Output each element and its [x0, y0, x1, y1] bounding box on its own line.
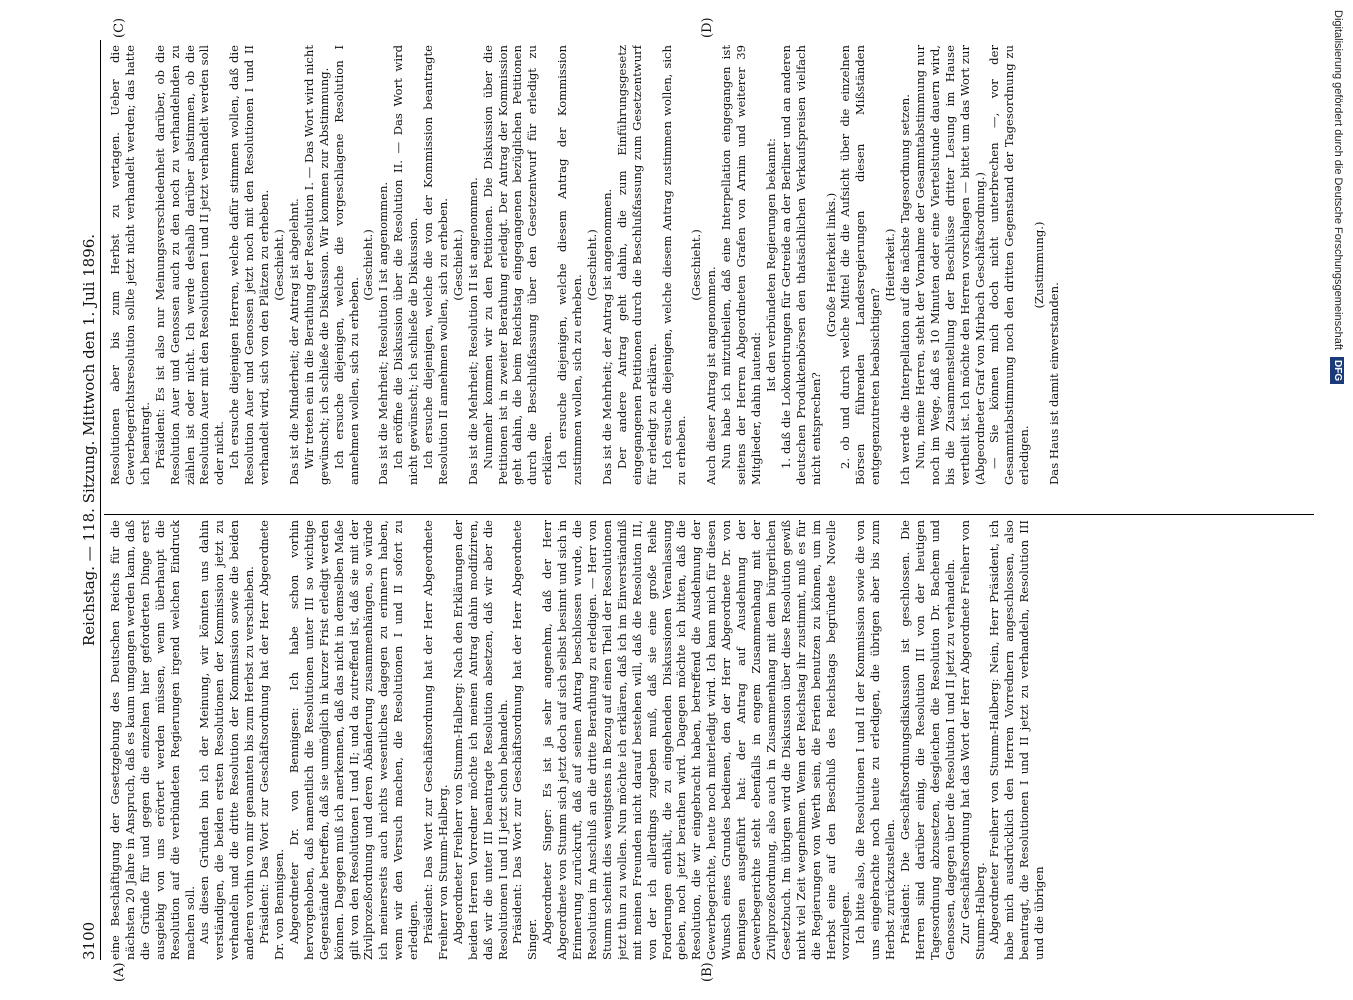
paragraph: Abgeordneter Freiherr von Stumm-Halberg: Nach den Erklärungen der beiden Herren Vorredner möchte ich meinen Antrag dahin modifiziren, daß wir die unter III beantragte Resolution absetzen, daß wir aber die Resolutionen I und II jetzt schon behandeln.: [450, 520, 510, 960]
paragraph: Ich ersuche diejenigen Herren, welche dafür stimmen wollen, daß die Resolution Auer und Genossen jetzt noch mit den Resolutionen I und II verhandelt wird, sich von den Plätzen zu erheben.: [227, 45, 272, 485]
margin-marker-b: (B): [700, 962, 715, 982]
paragraph: Aus diesen Gründen bin ich der Meinung, wir könnten uns dahin verständigen, die beiden ersten Resolutionen der Kommission jetzt zu verhandeln und die dritte Resolution der Kommission sowie die beiden anderen vorhin von mir genannten bis zum Herbst zu verschieben.: [197, 520, 257, 960]
paragraph: Ich ersuche diejenigen, welche diesem Antrag der Kommission zustimmen wollen, sich zu erheben.: [555, 45, 585, 485]
left-column: [108, 520, 1308, 960]
stage-direction: (Heiterkeit.): [883, 228, 898, 302]
stage-direction: (Zustimmung.): [1032, 221, 1047, 309]
paragraph: Nun, meine Herren, steht der Vornahme der Gesammtabstimmung nur noch im Wege, daß es 10 Minuten oder eine Viertelstunde dauern wird, bis die Zusammenstellung der Beschlüsse dritter Lesung im Hause vertheilt ist. Ich möchte den Herren vorschlagen — bittet um das Wort zur (Abgeordneter Graf von Mirbach Geschäftsordnung.): [912, 45, 987, 485]
paragraph: Das ist die Mehrheit; Resolution II ist angenommen.: [465, 177, 480, 485]
stage-direction: (Große Heiterkeit links.): [823, 192, 838, 338]
running-title: Reichstag. — 118. Sitzung. Mittwoch den 1. Juli 1896.: [80, 233, 98, 647]
page-header: [80, 40, 100, 960]
right-column: [108, 45, 1308, 485]
paragraph: Das ist die Mehrheit; Resolution I ist angenommen.: [376, 181, 391, 485]
paragraph: — Sie können mich doch nicht unterbrechen —, vor der Gesammtabstimmung noch den dritten Gegenstand der Tagesordnung zu erledigen.: [987, 45, 1032, 485]
paragraph: Zur Geschäftsordnung hat das Wort der Herr Abgeordnete Freiherr von Stumm-Halberg.: [957, 520, 987, 960]
column-divider: [104, 514, 1314, 515]
paragraph: Nunmehr kommen wir zu den Petitionen. Die Diskussion über die Petitionen ist in zweiter Berathung erledigt. Der Antrag der Kommission geht dahin, die beim Reichstag eingegangenen bezüglichen Petitionen durch die Beschlußfassung über den Gesetzentwurf für erledigt zu erklären.: [480, 45, 555, 485]
dfg-logo: DFG: [1330, 357, 1344, 384]
stage-direction: (Geschieht.): [271, 229, 286, 301]
header-rule: [100, 40, 101, 960]
paragraph: Präsident: Das Wort zur Geschäftsordnung hat der Herr Abgeordnete Freiherr von Stumm-Halberg.: [421, 520, 450, 960]
page-number: 3100: [80, 921, 98, 960]
paragraph: Ich bitte also, die Resolutionen I und II der Kommission sowie die von uns eingebrachte noch heute zu erledigen, die übrigen aber bis zum Herbst zurückzustellen.: [853, 520, 898, 960]
list-item: 1. daß die Lokonotirungen für Getreide an der Berliner und an anderen deutschen Produktenbörsen den thatsächlichen Verkaufspreisen vielfach nicht entsprechen?: [778, 45, 823, 485]
paragraph: Wir treten ein in die Berathung der Resolution I. — Das Wort wird nicht gewünscht; ich schließe die Diskussion. Wir kommen zur Abstimmung.: [301, 45, 331, 485]
paragraph: Das Haus ist damit einverstanden.: [1047, 282, 1062, 485]
margin-marker-d: (D): [700, 17, 715, 38]
stage-direction: (Geschieht.): [689, 229, 704, 301]
paragraph: Präsident: Die Geschäftsordnungsdiskussion ist geschlossen. Die Herren sind darüber einig, die Resolution III von der heutigen Tagesordnung abzusetzen, desgleichen die Resolution Dr. Bachem und Genossen, dagegen über die Resolution I und II jetzt zu verhandeln.: [898, 520, 957, 960]
paragraph: Nun habe ich mitzutheilen, daß eine Interpellation eingegangen ist seitens der Herren Abgeordneten Grafen von Arnim und weiterer 39 Mitglieder, dahin lautend:: [719, 45, 763, 485]
digitization-credit: [1327, 10, 1349, 990]
paragraph: Das ist die Mehrheit; der Antrag ist angenommen.: [599, 188, 614, 485]
paragraph: Auch dieser Antrag ist angenommen.: [704, 266, 719, 485]
paragraph: Der andere Antrag geht dahin, die zum Einführungsgesetz eingegangenen Petitionen durch die Beschlußfassung zum Gesetzentwurf für erledigt zu erklären.: [614, 45, 659, 485]
paragraph: Präsident: Das Wort zur Geschäftsordnung hat der Herr Abgeordnete Dr. von Bennigsen.: [257, 520, 286, 960]
paragraph: Abgeordneter Singer: Es ist ja sehr angenehm, daß der Herr Abgeordnete von Stumm sich jetzt doch auf sich selbst besinnt und sich in Erinnerung zurückruft, daß auf seinen Antrag beschlossen wurde, die Resolution im Anschluß an die dritte Berathung zu erledigen. — Herr von Stumm scheint dies wenigstens in Bezug auf einen Theil der Resolutionen jetzt thun zu wollen. Nun möchte ich erklären, daß ich im Einverständniß mit meinen Freunden nicht darauf bestehen will, daß die Resolution III, von der ich allerdings zugeben muß, daß sie eine große Reihe Forderungen enthält, die zu eingehenden Diskussionen Veranlassung geben, noch jetzt berathen wird. Dagegen möchte ich bitten, daß die Resolution, die wir eingebracht haben, betreffend die Ausdehnung der Gewerbegerichte, heute noch miterledigt wird. Ich kann mich für diesen Wunsch eines Grundes bedienen, den der Herr Abgeordnete Dr. von Bennigsen ausgeführt hat: der Antrag auf Ausdehnung der Gewerbegerichte steht ebenfalls in engem Zusammenhang mit der Zivilprozeßordnung, also auch in Zusammenhang mit dem bürgerlichen Gesetzbuch. Im übrigen wird die Diskussion über diese Resolution gewiß nicht viel Zeit wegnehmen. Wenn der Reichstag ihr zustimmt, muß es für die Regierungen von Werth sein, die Ferien benutzen zu können, um im Herbst eine auf den Beschluß des Reichstags begründete Novelle vorzulegen.: [540, 520, 853, 960]
stage-direction: (Geschieht.): [585, 229, 599, 301]
stage-direction: (Geschieht.): [450, 229, 465, 301]
paragraph: Ist den verbündeten Regierungen bekannt:: [763, 138, 778, 392]
paragraph: Ich ersuche diejenigen, welche die vorgeschlagene Resolution I annehmen wollen, sich zu erheben.: [331, 45, 361, 485]
paragraph: Präsident: Es ist also nur Meinungsverschiedenheit darüber, ob die Resolution Auer und Genossen auch zu den noch zu verhandelnden zu zählen ist oder nicht. Ich werde deshalb darüber abstimmen, ob die Resolution Auer mit den Resolutionen I und II jetzt verhandelt werden soll oder nicht.: [152, 45, 227, 485]
margin-marker-a: (A): [112, 962, 127, 982]
paragraph: Ich werde die Interpellation auf die nächste Tagesordnung setzen.: [898, 94, 913, 485]
list-item: 2. ob und durch welche Mittel die die Aufsicht über die einzelnen Börsen führenden Landesregierungen diesen Mißständen entgegenzutreten beabsichtigen?: [838, 45, 883, 485]
paragraph: Präsident: Das Wort zur Geschäftsordnung hat der Herr Abgeordnete Singer.: [510, 520, 540, 960]
paragraph: eine Beschäftigung der Gesetzgebung des Deutschen Reichs für die nächsten 20 Jahre in Anspruch, daß es kaum umgangen werden kann, daß die Gründe für und gegen die einzelnen hier geforderten Dinge erst ausgiebig von uns erörtert werden müssen, wenn überhaupt die Resolution auf die verbündeten Regierungen irgend welchen Eindruck machen soll.: [108, 520, 197, 960]
paragraph: Abgeordneter Dr. von Bennigsen: Ich habe schon vorhin hervorgehoben, daß namentlich die Resolutionen unter III so wichtige Gegenstände betreffen, daß sie unmöglich in kurzer Frist erledigt werden können. Dagegen muß ich anerkennen, daß das nicht in demselben Maße gilt von den Resolutionen I und II; und da zutreffend ist, daß sie mit der Zivilprozeßordnung und deren Abänderung zusammenhängen, so würde ich meinerseits auch nichts wesentliches dagegen zu erinnern haben, wenn wir den Versuch machen, die Resolutionen I und II sofort zu erledigen.: [286, 520, 421, 960]
stage-direction: (Geschieht.): [361, 229, 376, 301]
paragraph: Ich ersuche diejenigen, welche diesem Antrag zustimmen wollen, sich zu erheben.: [659, 45, 689, 485]
paragraph: Ich ersuche diejenigen, welche die von der Kommission beantragte Resolution II annehmen wollen, sich zu erheben.: [421, 45, 450, 485]
margin-marker-c: (C): [112, 17, 127, 38]
credit-text: Digitalisierung gefördert durch die Deutsche Forschungsgemeinschaft: [1332, 10, 1344, 350]
paragraph: Ich eröffne die Diskussion über die Resolution II. — Das Wort wird nicht gewünscht; ich schließe die Diskussion.: [391, 45, 421, 485]
paragraph: Abgeordneter Freiherr von Stumm-Halberg: Nein, Herr Präsident, ich habe mich ausdrücklich den Herren Vorrednern angeschlossen, also beantragt, die Resolutionen I und II jetzt zu verhandeln, Resolution III und die übrigen: [987, 520, 1047, 960]
paragraph: Resolutionen aber bis zum Herbst zu vertagen. Ueber die Gewerbegerichtsresolution sollte jetzt nicht verhandelt werden; das hatte ich beantragt.: [108, 45, 152, 485]
paragraph: Das ist die Minderheit; der Antrag ist abgelehnt.: [286, 198, 301, 485]
